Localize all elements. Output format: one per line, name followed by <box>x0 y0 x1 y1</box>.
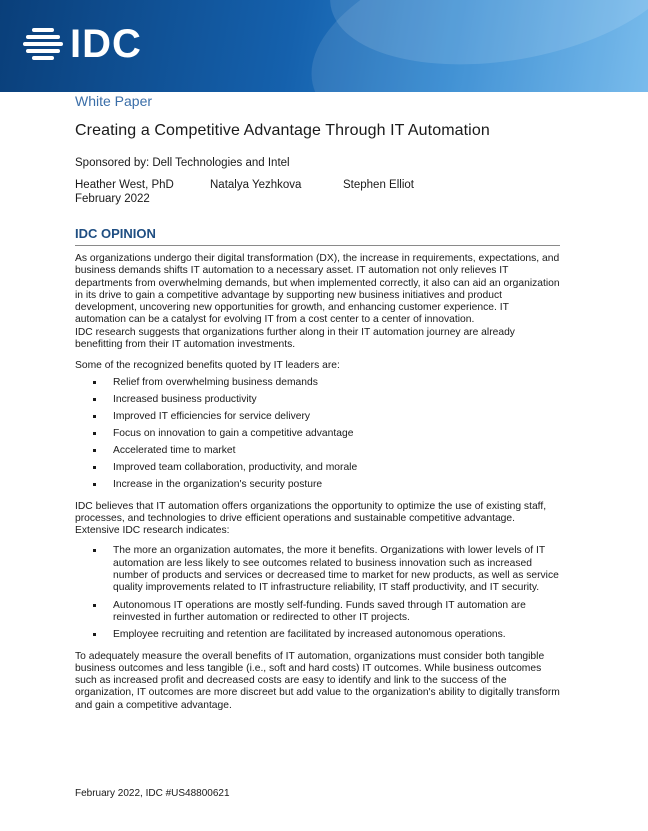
list-item: Accelerated time to market <box>75 445 561 457</box>
banner-swoosh <box>292 0 648 92</box>
idc-globe-icon <box>22 25 64 63</box>
header-banner <box>0 0 648 92</box>
bullet-icon <box>93 604 96 607</box>
heading-divider <box>75 245 560 246</box>
section-heading: IDC OPINION <box>75 226 156 241</box>
bullet-icon <box>93 466 96 469</box>
list-item: Employee recruiting and retention are facilitated by increased autonomous operations. <box>75 629 561 641</box>
belief-paragraph: IDC believes that IT automation offers organizations the opportunity to optimize the use of existing staff, processes, and technologies to drive efficient operations and sustainable competitive advantage. Extensive IDC research indicates: <box>75 500 547 537</box>
logo-text: IDC <box>70 22 142 66</box>
page-title: Creating a Competitive Advantage Through IT Automation <box>75 122 490 139</box>
benefits-lead: Some of the recognized benefits quoted by IT leaders are: <box>75 360 340 372</box>
sponsor-line: Sponsored by: Dell Technologies and Intel <box>75 157 290 169</box>
document-type: White Paper <box>75 93 153 109</box>
list-item: Increased business productivity <box>75 394 561 406</box>
bullet-icon <box>93 398 96 401</box>
list-item: Relief from overwhelming business demands <box>75 377 561 389</box>
list-item: The more an organization automates, the more it benefits. Organizations with lower levels of IT automation are less likely to see outcomes related to business innovation such as increased number of products and services or decreased time to market for new products, as well as service quality improvements related to IT infrastructure reliability, IT staff productivity, and IT security. <box>75 545 561 594</box>
bullet-icon <box>93 449 96 452</box>
idc-logo <box>22 24 142 64</box>
author-name: Stephen Elliot <box>343 179 414 191</box>
closing-paragraph: To adequately measure the overall benefits of IT automation, organizations must consider both tangible business outcomes and less tangible (i.e., soft and hard costs) IT outcomes. While business outcomes such as increased profit and decreased costs are easy to identify and link to the success of the organization, IT outcomes are more discreet but add value to the organization's ability to digitally transform and gain a competitive advantage. <box>75 650 560 711</box>
bullet-icon <box>93 415 96 418</box>
list-item: Autonomous IT operations are mostly self-funding. Funds saved through IT automation are reinvested in further automation or redirected to other IT projects. <box>75 600 561 625</box>
bullet-icon <box>93 483 96 486</box>
author-name: Heather West, PhD <box>75 179 174 191</box>
page-footer: February 2022, IDC #US48800621 <box>75 788 230 799</box>
bullet-icon <box>93 381 96 384</box>
publication-date: February 2022 <box>75 193 150 205</box>
author-name: Natalya Yezhkova <box>210 179 302 191</box>
list-item: Increase in the organization's security posture <box>75 479 561 491</box>
list-item: Improved team collaboration, productivity, and morale <box>75 462 561 474</box>
bullet-icon <box>93 549 96 552</box>
list-item: Focus on innovation to gain a competitive advantage <box>75 428 561 440</box>
section-body <box>75 253 561 712</box>
intro-paragraph: As organizations undergo their digital transformation (DX), the increase in requirements, expectations, and business demands shifts IT automation to a necessary asset. IT automation not only relieves IT departments from overwhelming demands, but when implemented correctly, it also can aid an organization in its drive to gain a competitive advantage by supporting new business initiatives and product development, uncovering new opportunities for growth, and enhancing customer experience. IT automation can be a catalyst for evolving IT from a cost center to a center of innovation. <box>75 253 560 326</box>
bullet-icon <box>93 432 96 435</box>
intro-paragraph-2: IDC research suggests that organizations further along in their IT automation journey are already benefitting from their IT automation investments. <box>75 326 515 351</box>
findings-list <box>75 545 561 641</box>
authors-line <box>75 179 575 193</box>
bullet-icon <box>93 633 96 636</box>
list-item: Improved IT efficiencies for service delivery <box>75 411 561 423</box>
benefits-list <box>75 377 561 491</box>
